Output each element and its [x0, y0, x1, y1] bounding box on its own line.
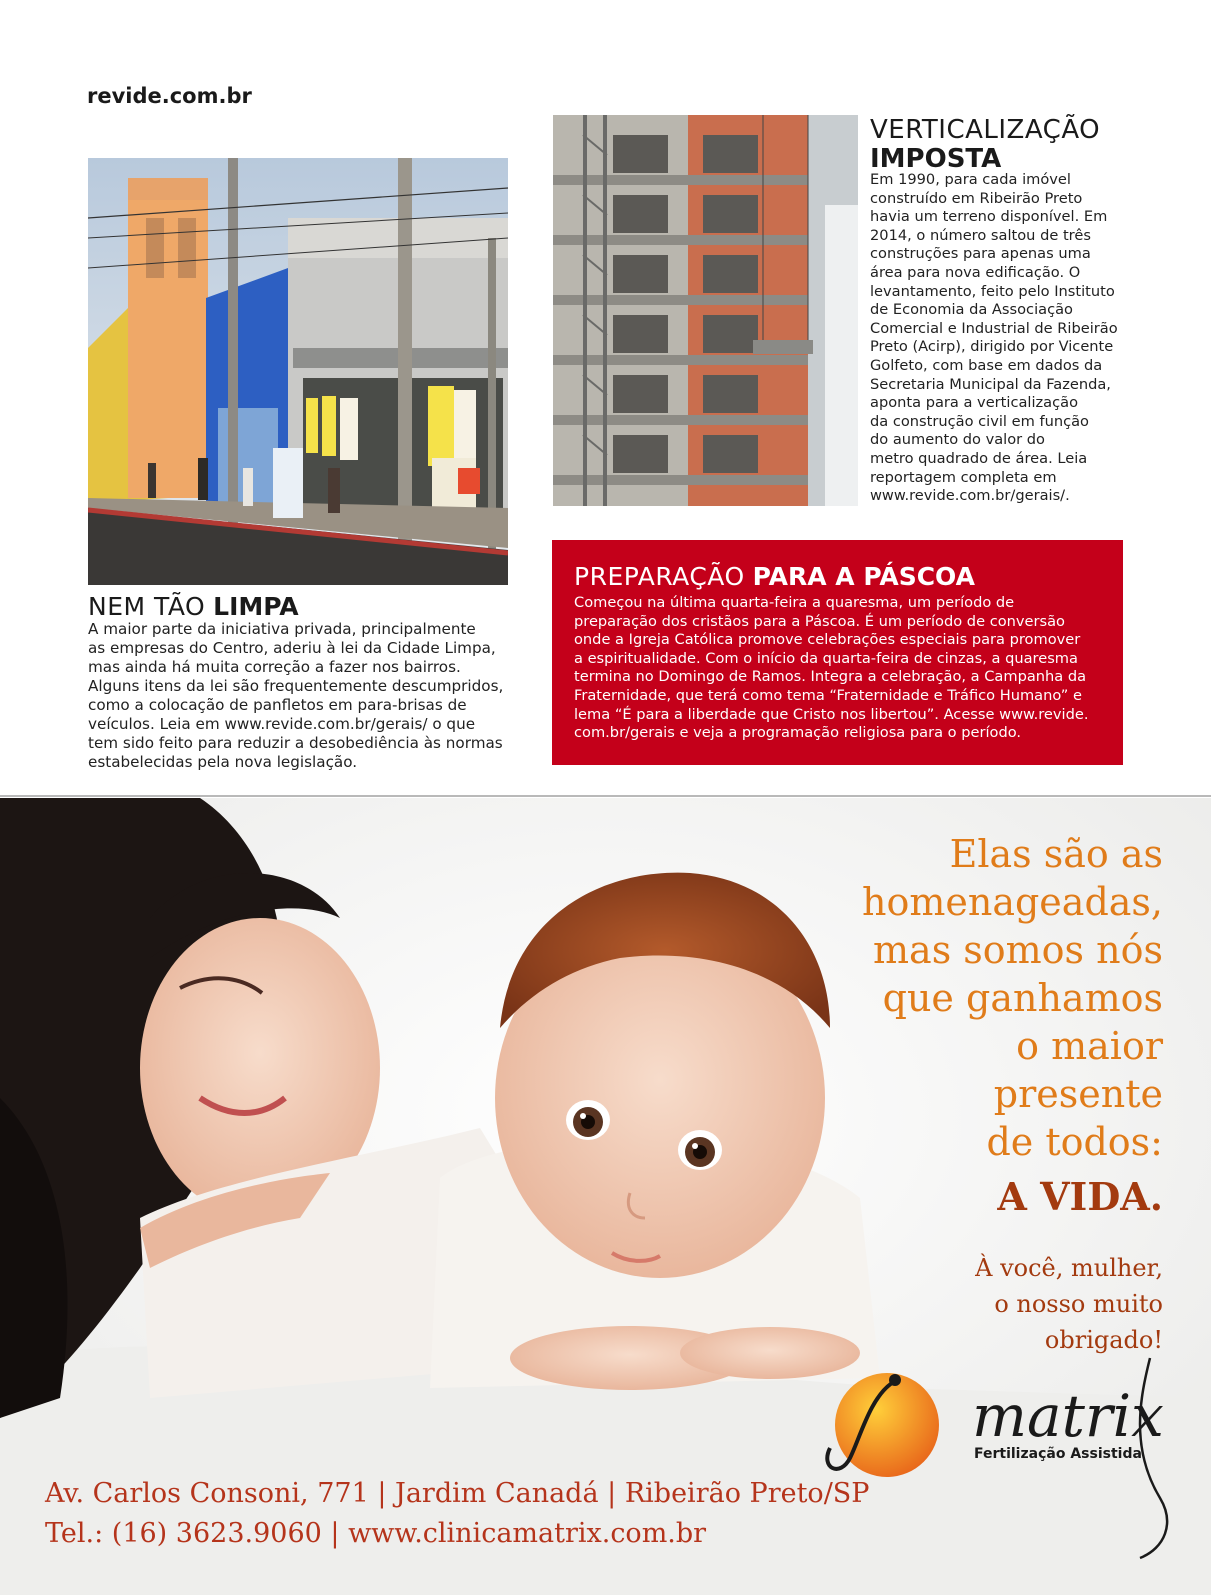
pascoa-line: com.br/gerais e veja a programação religiosa para o período. [574, 724, 1022, 742]
pascoa-title-bold: PARA A PÁSCOA [752, 562, 975, 591]
vert-line: área para nova edificação. O [870, 263, 1081, 281]
pascoa-line: a espiritualidade. Com o início da quarta-feira de cinzas, a quaresma [574, 649, 1078, 667]
pascoa-line: lema “É para a liberdade que Cristo nos libertou”. Acesse www.revide. [574, 705, 1089, 723]
matrix-tagline: Fertilização Assistida [974, 1446, 1142, 1462]
headline-line: o maior [1016, 1024, 1163, 1068]
headline-line: Elas são as [949, 832, 1163, 876]
thanks-line: À você, mulher, [975, 1254, 1163, 1282]
pascoa-box [552, 540, 1123, 765]
ad-headline [763, 830, 1163, 1166]
headline-line: mas somos nós [873, 928, 1163, 972]
vert-line: Em 1990, para cada imóvel [870, 171, 1071, 188]
vert-title-light: VERTICALIZAÇÃO [870, 115, 1101, 145]
pascoa-title [574, 562, 975, 591]
limpa-title [88, 592, 299, 621]
matrix-advertisement [0, 798, 1211, 1595]
limpa-line: as empresas do Centro, aderiu à lei da Cidade Limpa, [88, 639, 496, 657]
headline-line: presente [993, 1072, 1163, 1116]
vert-body [870, 171, 1135, 506]
matrix-logo: matrix [972, 1382, 1164, 1450]
limpa-title-light: NEM TÃO [88, 592, 206, 621]
thanks-line: o nosso muito [994, 1290, 1163, 1318]
headline-line: de todos: [986, 1120, 1163, 1164]
limpa-line: mas ainda há muita correção a fazer nos bairros. [88, 658, 461, 676]
ad-thanks [863, 1250, 1163, 1358]
vert-line: construído em Ribeirão Preto [870, 189, 1083, 207]
vert-line: Preto (Acirp), dirigido por Vicente [870, 338, 1114, 356]
pascoa-line: Começou na última quarta-feira a quaresma, um período de [574, 594, 1015, 611]
vert-line: metro quadrado de área. Leia [870, 449, 1088, 467]
limpa-line: como a colocação de panfletos em para-brisas de [88, 696, 467, 714]
vert-line: www.revide.com.br/gerais/. [870, 487, 1070, 505]
limpa-line: estabelecidas pela nova legislação. [88, 753, 358, 771]
headline-line: que ganhamos [882, 976, 1163, 1020]
pascoa-body [574, 594, 1109, 743]
limpa-line: tem sido feito para reduzir a desobediência às normas [88, 734, 503, 752]
ad-contact: Tel.: (16) 3623.9060 | www.clinicamatrix.com.br [45, 1518, 707, 1549]
vert-line: Golfeto, com base em dados da [870, 356, 1103, 374]
vert-title-bold: IMPOSTA [870, 144, 1002, 174]
vert-line: da construção civil em função [870, 412, 1089, 430]
limpa-line: Alguns itens da lei são frequentemente descumpridos, [88, 677, 504, 695]
pascoa-title-light: PREPARAÇÃO [574, 562, 745, 591]
limpa-line: A maior parte da iniciativa privada, principalmente [88, 620, 476, 638]
vert-line: reportagem completa em [870, 468, 1057, 486]
limpa-title-bold: LIMPA [213, 592, 299, 621]
vert-line: havia um terreno disponível. Em [870, 208, 1108, 226]
ad-headline-strong: A VIDA. [997, 1174, 1163, 1219]
street-photo [88, 158, 508, 585]
ad-address: Av. Carlos Consoni, 771 | Jardim Canadá | Ribeirão Preto/SP [45, 1478, 870, 1509]
vert-line: aponta para a verticalização [870, 394, 1079, 412]
vert-line: Comercial e Industrial de Ribeirão [870, 319, 1118, 337]
building-photo [553, 115, 858, 506]
limpa-body [88, 620, 513, 772]
vert-line: levantamento, feito pelo Instituto [870, 282, 1115, 300]
section-divider [0, 795, 1211, 797]
thanks-line: obrigado! [1044, 1326, 1163, 1354]
vert-line: 2014, o número saltou de três [870, 226, 1091, 244]
vert-line: do aumento do valor do [870, 431, 1045, 449]
pascoa-line: Fraternidade, que terá como tema “Fraternidade e Tráfico Humano” e [574, 686, 1082, 704]
pascoa-line: onde a Igreja Católica promove celebrações especiais para promover [574, 631, 1081, 649]
pascoa-line: termina no Domingo de Ramos. Integra a celebração, a Campanha da [574, 668, 1087, 686]
vert-line: de Economia da Associação [870, 301, 1073, 319]
pascoa-line: preparação dos cristãos para a Páscoa. É um período de conversão [574, 612, 1065, 630]
site-url: revide.com.br [87, 84, 252, 108]
headline-line: homenageadas, [861, 880, 1163, 924]
limpa-line: veículos. Leia em www.revide.com.br/gerais/ o que [88, 715, 476, 733]
vert-line: construções para apenas uma [870, 245, 1091, 263]
vert-line: Secretaria Municipal da Fazenda, [870, 375, 1111, 393]
